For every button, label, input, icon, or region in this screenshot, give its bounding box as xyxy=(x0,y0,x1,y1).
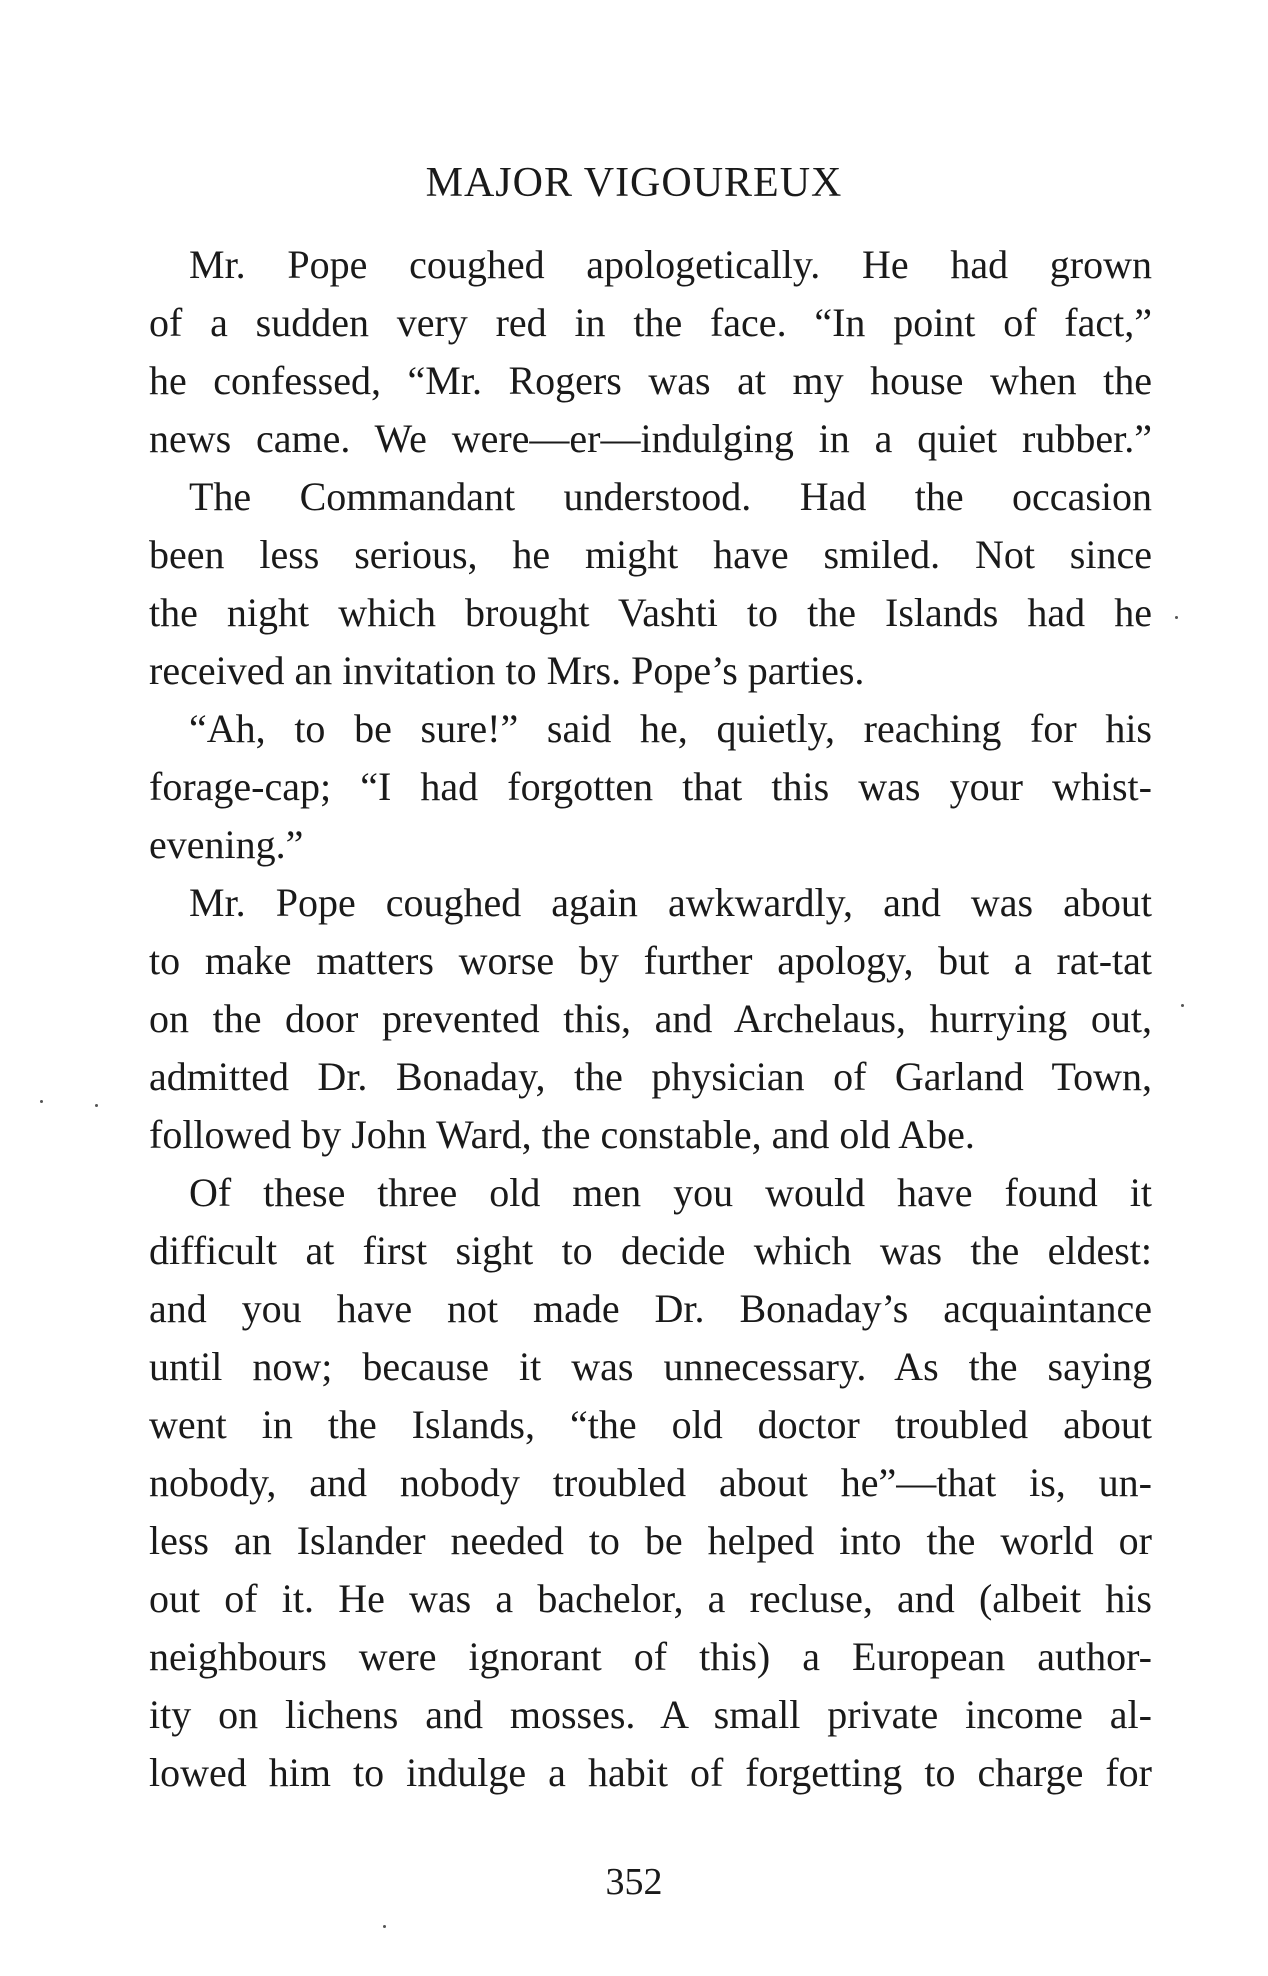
text-line: he confessed, “Mr. Rogers was at my house when the xyxy=(149,358,1152,403)
print-speck xyxy=(1175,616,1178,619)
text-line: difficult at first sight to decide which was the eldest: xyxy=(149,1228,1152,1273)
text-line: lowed him to indulge a habit of forgetting to charge for xyxy=(149,1750,1152,1795)
text-line: went in the Islands, “the old doctor troubled about xyxy=(149,1402,1152,1447)
text-line: ity on lichens and mosses. A small private income al- xyxy=(149,1692,1152,1737)
body-text xyxy=(149,236,1152,1802)
text-line: “Ah, to be sure!” said he, quietly, reaching for his xyxy=(189,706,1152,751)
print-speck xyxy=(40,1100,43,1103)
text-line: followed by John Ward, the constable, and old Abe. xyxy=(149,1112,975,1157)
text-line: the night which brought Vashti to the Islands had he xyxy=(149,590,1152,635)
text-line: on the door prevented this, and Archelaus, hurrying out, xyxy=(149,996,1152,1041)
text-line: until now; because it was unnecessary. As the saying xyxy=(149,1344,1152,1389)
text-line: news came. We were—er—indulging in a quiet rubber.” xyxy=(149,416,1152,461)
page-number: 352 xyxy=(605,1861,663,1903)
print-speck xyxy=(95,1104,98,1107)
text-line: Mr. Pope coughed again awkwardly, and was about xyxy=(189,880,1152,925)
text-line: neighbours were ignorant of this) a European author- xyxy=(149,1634,1152,1679)
print-speck xyxy=(383,1925,386,1928)
text-line: less an Islander needed to be helped into the world or xyxy=(149,1518,1152,1563)
text-line: of a sudden very red in the face. “In point of fact,” xyxy=(149,300,1152,345)
text-line: been less serious, he might have smiled. Not since xyxy=(149,532,1152,577)
running-head: MAJOR VIGOUREUX xyxy=(425,160,843,206)
text-line: admitted Dr. Bonaday, the physician of Garland Town, xyxy=(149,1054,1152,1099)
text-line: The Commandant understood. Had the occasion xyxy=(189,474,1152,519)
text-line: Of these three old men you would have found it xyxy=(189,1170,1152,1215)
text-line: and you have not made Dr. Bonaday’s acquaintance xyxy=(149,1286,1152,1331)
text-line: Mr. Pope coughed apologetically. He had grown xyxy=(189,242,1152,287)
text-line: nobody, and nobody troubled about he”—that is, un- xyxy=(149,1460,1152,1505)
text-line: evening.” xyxy=(149,822,304,867)
text-line: received an invitation to Mrs. Pope’s parties. xyxy=(149,648,865,693)
text-line: to make matters worse by further apology, but a rat-tat xyxy=(149,938,1152,983)
text-line: forage-cap; “I had forgotten that this was your whist- xyxy=(149,764,1152,809)
print-speck xyxy=(1181,1004,1184,1007)
text-line: out of it. He was a bachelor, a recluse, and (albeit his xyxy=(149,1576,1152,1621)
